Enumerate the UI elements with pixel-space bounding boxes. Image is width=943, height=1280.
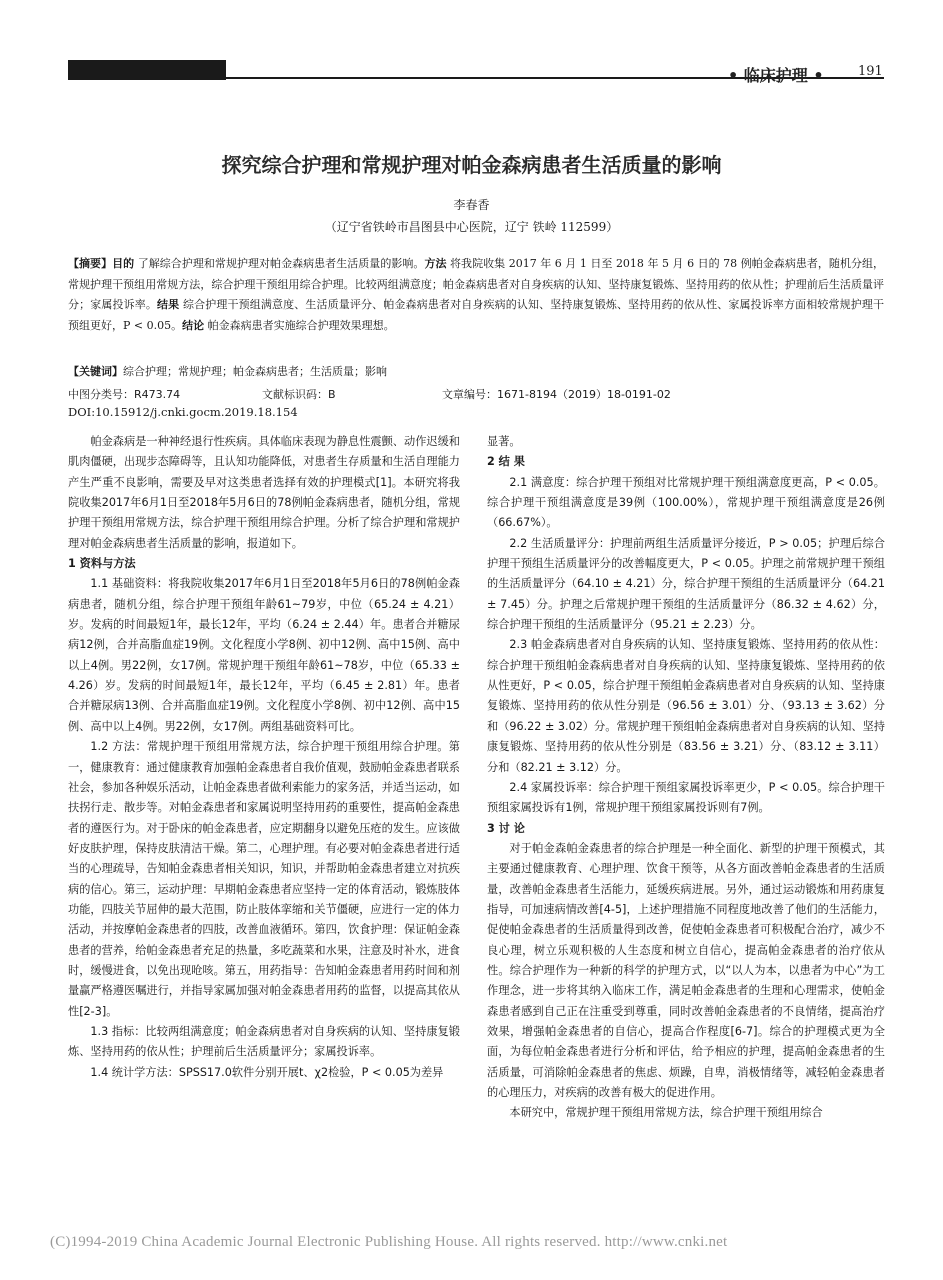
clc-number: 中图分类号：R473.74 (68, 388, 181, 401)
paragraph-discussion-continued: 本研究中，常规护理干预组用常规方法，综合护理干预组用综合 (509, 1106, 823, 1120)
conclusion-label: 结论 (182, 318, 205, 332)
section-heading-discussion: 3 讨 论 (487, 821, 525, 835)
section-heading-results: 2 结 果 (487, 455, 525, 469)
result-label: 结果 (157, 298, 180, 311)
conclusion-text: 帕金森病患者实施综合护理效果理想。 (207, 318, 395, 332)
abstract-label: 【摘要】 (68, 257, 113, 270)
section-heading-materials-methods: 1 资料与方法 (68, 557, 136, 571)
doi: DOI:10.15912/j.cnki.gocm.2019.18.154 (68, 405, 298, 419)
paragraph-quality-of-life: 2.2 生活质量评分：护理前两组生活质量评分接近，P > 0.05；护理后综合护理干预组生活质量评分的改善幅度更大，P < 0.05。护理之前常规护理干预组的生活质量评分（64.10 ± 4.21）分，综合护理干预组的生活质量评分（64.21 ± 7.45）分。护理之后常规护理干预组的生活质量评分（86.32 ± 4.62）分，综合护理干预组的生活质量评分（95.21 ± 2.23）分。 (487, 536, 885, 632)
objective-label: 目的 (112, 257, 135, 270)
paragraph-methods: 1.2 方法：常规护理干预组用常规方法，综合护理干预组用综合护理。第一，健康教育：通过健康教育加强帕金森患者自我价值观，鼓励帕金森患者联系社会，参加各种娱乐活动，让帕金森患者做利索能力的家务活，并适当运动，如扶拐行走、散步等。对帕金森患者和家属说明坚持用药的重要性，提高帕金森患者的遵医行为。对于卧床的帕金森患者，应定期翻身以避免压疮的发生。应该做好皮肤护理，保持皮肤清洁干燥。第二，心理护理。有必要对帕金森患者进行适当的心理疏导，告知帕金森患者相关知识，知识，并帮助帕金森患者建立对抗疾病的信心。第三，运动护理：早期帕金森患者应坚持一定的体育活动，锻炼肢体功能，四肢关节屈伸的最大范围，防止肢体挛缩和关节僵硬，应进行一定的体力活动，并按摩帕金森患者的四肢，改善血液循环。第四，饮食护理：保证帕金森患者的营养，给帕金森患者充足的热量，多吃蔬菜和水果，注意及时补水，进食时，缓慢进食，以免出现呛咳。第五，用药指导：告知帕金森患者用药时间和剂量赢严格遵医嘱进行，并指导家属加强对帕金森患者用药的监督，以提高其依从性[2-3]。 (68, 740, 460, 1018)
page-number: 191 (858, 64, 883, 79)
objective-text: 了解综合护理和常规护理对帕金森病患者生活质量的影响。 (137, 257, 425, 270)
method-text: 将我院收集 2017 年 6 月 1 日至 2018 年 5 月 6 日的 78 例帕金森病患者，随机分组，常规护理干预组用常规方法，综合护理干预组用综合护理。比较两组满意度；帕金森病患者对自身疾病的认知、坚持康复锻炼、坚持用药的依从性；护理前后生活质量评分；家属投诉率。 (68, 257, 885, 311)
result-text: 综合护理干预组满意度、生活质量评分、帕金森病患者对自身疾病的认知、坚持康复锻炼、坚持用药的依从性、家属投诉率方面相较常规护理干预组更好，P < 0.05。 (68, 298, 885, 332)
intro-paragraph: 帕金森病是一种神经退行性疾病。具体临床表现为静息性震颤、动作迟缓和肌肉僵硬，出现步态障碍等，且认知功能降低，对患者生存质量和生活自理能力产生严重不良影响，需要及早对这类患者选择有效的护理模式[1]。本研究将我院收集2017年6月1日至2018年5月6日的78例帕金森病患者，随机分组，常规护理干预组用常规方法，综合护理干预组用综合护理。分析了综合护理和常规护理对帕金森病患者生活质量的影响，报道如下。 (68, 435, 460, 550)
document-code: 文献标识码：B (262, 388, 336, 401)
paragraph-compliance: 2.3 帕金森病患者对自身疾病的认知、坚持康复锻炼、坚持用药的依从性：综合护理干预组帕金森病患者对自身疾病的认知、坚持康复锻炼、坚持用药的依从性更好，P < 0.05，综合护理干预组帕金森病患者对自身疾病的认知、坚持康复锻炼、坚持用药的依从性分别是（96.56 ± 3.01）分、（93.13 ± 3.62）分和（96.22 ± 3.02）分。常规护理干预组帕金森病患者对自身疾病的认知、坚持康复锻炼、坚持用药的依从性分别是（83.56 ± 3.21）分、（83.12 ± 3.11）分和（82.21 ± 3.12）分。 (487, 638, 885, 774)
method-label: 方法 (424, 257, 447, 270)
paragraph-satisfaction: 2.1 满意度：综合护理干预组对比常规护理干预组满意度更高，P < 0.05。综合护理干预组满意度是39例（100.00%），常规护理干预组满意度是26例（66.67%）。 (487, 475, 885, 530)
abstract (68, 254, 884, 336)
affiliation: （辽宁省铁岭市昌图县中心医院，辽宁 铁岭 112599） (324, 220, 619, 234)
left-column (68, 432, 460, 1083)
keywords-text: 综合护理；常规护理；帕金森病患者；生活质量；影响 (123, 365, 387, 378)
paragraph-complaints: 2.4 家属投诉率：综合护理干预组家属投诉率更少，P < 0.05。综合护理干预组家属投诉有1例，常规护理干预组家属投诉则有7例。 (487, 780, 885, 815)
paragraph-indicators: 1.3 指标：比较两组满意度；帕金森病患者对自身疾病的认知、坚持康复锻炼、坚持用药的依从性；护理前后生活质量评分；家属投诉率。 (68, 1024, 460, 1059)
author: 李春香 (453, 198, 490, 212)
keywords (68, 362, 884, 382)
right-column (487, 432, 885, 1124)
article-title: 探究综合护理和常规护理对帕金森病患者生活质量的影响 (221, 153, 722, 177)
keywords-label: 【关键词】 (68, 365, 123, 378)
copyright-footer: (C)1994-2019 China Academic Journal Electronic Publishing House. All rights reserved. http://www.cnki.net (50, 1234, 728, 1250)
article-number: 文章编号：1671-8194（2019）18-0191-02 (442, 388, 671, 401)
paragraph-basic-data: 1.1 基础资料：将我院收集2017年6月1日至2018年5月6日的78例帕金森病患者，随机分组，综合护理干预组年龄61~79岁，中位（65.24 ± 4.21）岁。发病的时间最短1年，最长12年，平均（6.24 ± 2.44）年。患者合并糖尿病12例，合并高脂血症19例。文化程度小学8例、初中12例、高中15例、高中以上4例。男22例，女17例。常规护理干预组年龄61~78岁，中位（65.33 ± 4.26）岁。发病的时间最短1年，最长12年，平均（6.45 ± 2.81）年。患者合并糖尿病13例、合并高脂血症19例。文化程度小学8例、初中12例、高中15例、高中以上4例。男22例，女17例。两组基础资料可比。 (68, 577, 460, 733)
paragraph-statistics: 1.4 统计学方法：SPSS17.0软件分别开展t、χ2检验，P < 0.05为差异 (90, 1065, 444, 1079)
paragraph-continuation: 显著。 (487, 435, 521, 448)
header-bar (68, 60, 226, 80)
journal-section-label: • 临床护理 • (728, 66, 824, 85)
paragraph-discussion: 对于帕金森帕金森患者的综合护理是一种全面化、新型的护理干预模式，其主要通过健康教育、心理护理、饮食干预等，从各方面改善帕金森患者的生活质量，改善帕金森患者生活能力，延缓疾病进展。另外，通过运动锻炼和用药康复指导，可加速病情改善[4-5]，上述护理措施不同程度地改善了他们的生活能力，促使帕金森患者的生活质量得到改善，促使帕金森患者可积极配合治疗，减少不良心理，树立乐观积极的人生态度和树立自信心，提高帕金森患者的治疗依从性。综合护理作为一种新的科学的护理方式，以“以人为本，以患者为中心”为工作理念，进一步将其纳入临床工作，满足帕金森患者的生理和心理需求，使帕金森患者感到自己正在注重受到尊重，同时改善帕金森患者的不良情绪，提高治疗效果，增强帕金森患者的自信心，提高合作程度[6-7]。综合的护理模式更为全面，为每位帕金森患者进行分析和评估，给予相应的护理，提高帕金森患者的生活质量，可消除帕金森患者的焦虑、烦躁，自卑，消极情绪等，减轻帕金森患者的心理压力，对疾病的改善有极大的促进作用。 (487, 841, 885, 1099)
